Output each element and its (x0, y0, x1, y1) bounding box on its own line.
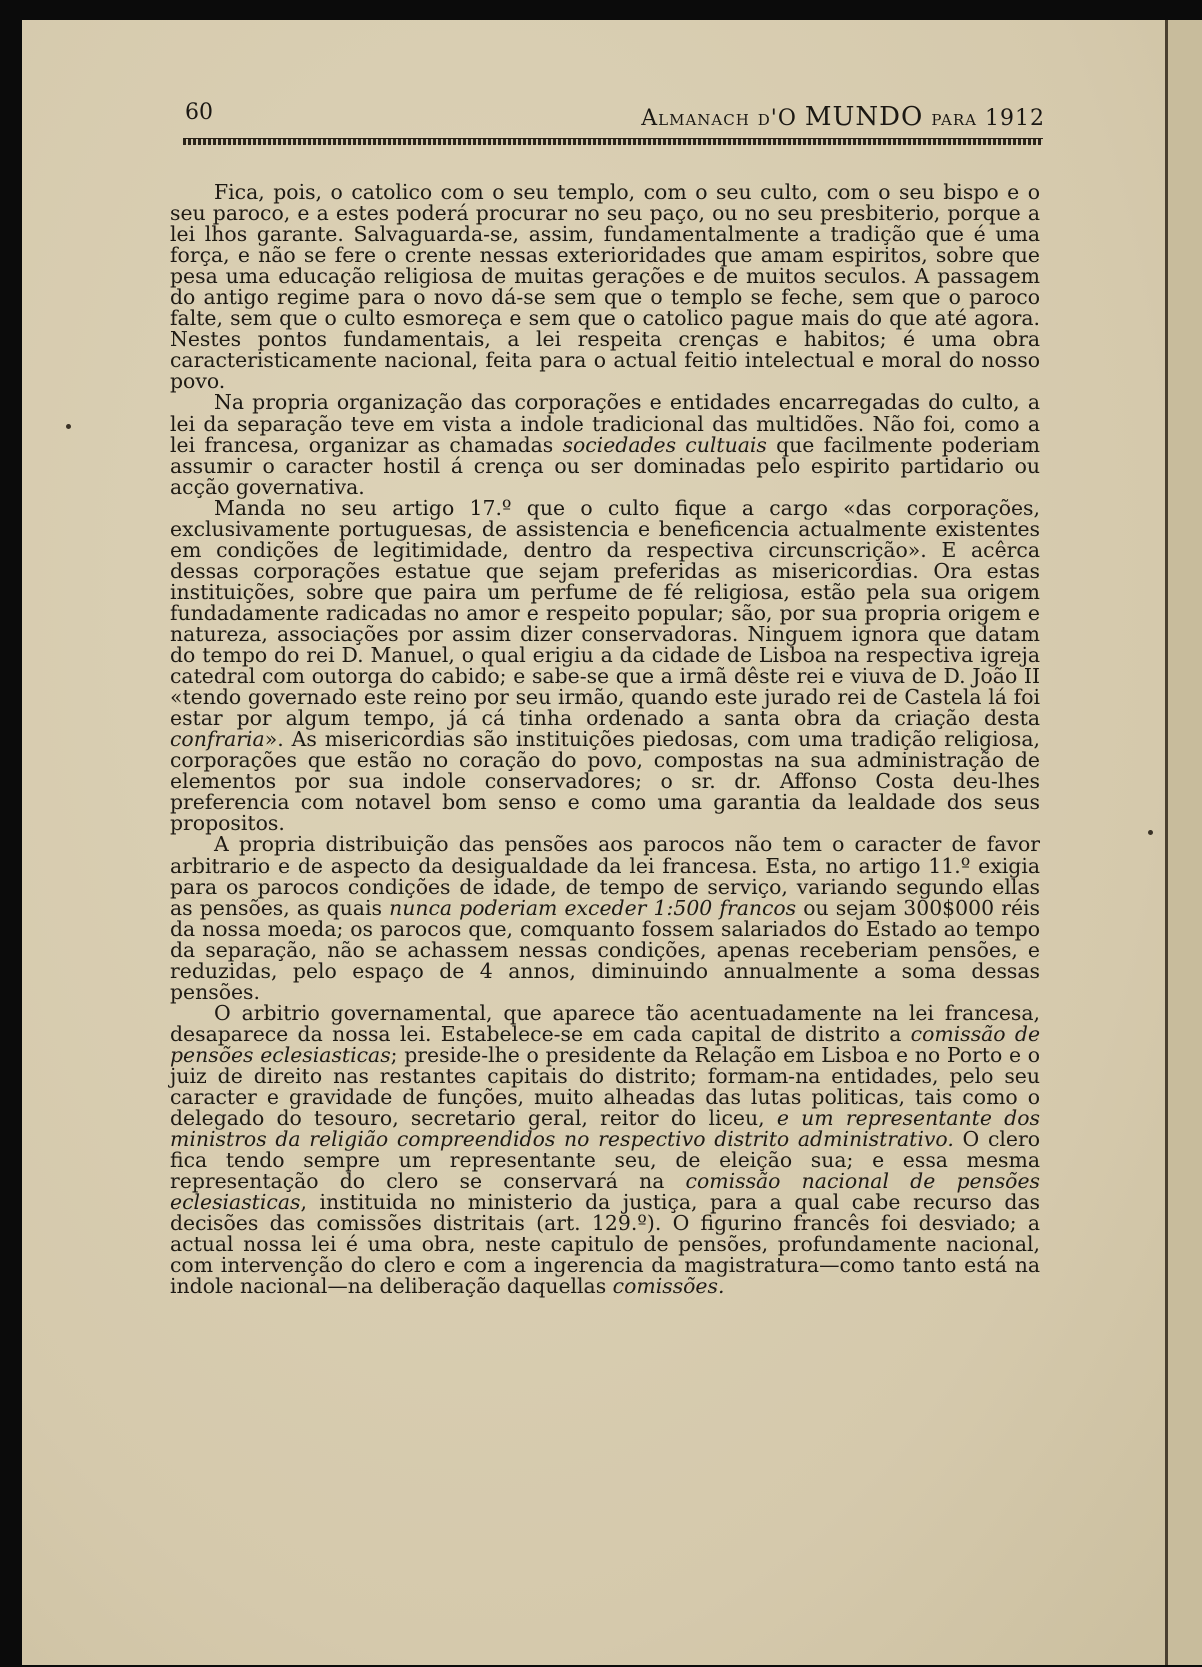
facing-page-edge (1168, 20, 1202, 1665)
header-ornamental-rule (183, 138, 1043, 145)
page-speck (1148, 830, 1153, 835)
page-number: 60 (185, 100, 213, 125)
running-title (641, 102, 1045, 132)
italic-phrase: confraria (170, 727, 265, 752)
italic-phrase: sociedades cultuais (562, 432, 767, 457)
article-body (170, 182, 1040, 1297)
running-header (185, 96, 1045, 136)
text-run: que facilmente poderiam assumir o caracter hostil á crença ou ser dominadas pelo espirito partidario ou acção governativa. (170, 432, 1040, 499)
paragraph-3 (170, 495, 1040, 836)
text-run: ». As misericordias são instituições piedosas, com uma tradição religiosa, corporações que estão no coração do povo, compostas na sua administração de elementos por sua indole conservadores; o sr. dr. Affonso Costa deu-lhes preferencia com notavel bom senso e como uma garantia da lealdade dos seus propositos. (170, 727, 1040, 836)
italic-phrase: comissões. (612, 1274, 725, 1299)
text-run: Na propria organização das corporações e entidades encarregadas do culto, a lei da separação teve em vista a indole tradicional das multidões. Não foi, como a lei francesa, organizar as chamadas (170, 390, 1040, 457)
text-run: Manda no seu artigo 17.º que o culto fique a cargo «das corporações, exclusivamente portuguesas, de assistencia e beneficencia actualmente existentes em condições de legitimidade, dentro da respectiva circunscrição». E acêrca dessas corporações estatue que sejam preferidas as misericordias. Ora estas instituições, sobre que paira um perfume de fé religiosa, estão pela sua origem fundadamente radicadas no amor e respeito popular; são, por sua propria origem e natureza, associações por assim dizer conservadoras. Ninguem ignora que datam do tempo do rei D. Manuel, o qual erigiu a da cidade de Lisboa na respectiva igreja catedral com outorga do cabido; e sabe-se que a irmã dêste rei e viuva de D. João II «tendo governado este reino por seu irmão, quando este jurado rei de Castela lá foi estar por algum tempo, já cá tinha ordenado a santa obra da criação desta (170, 495, 1040, 731)
italic-phrase: comissão de pensões eclesiasticas (170, 1021, 1041, 1067)
paragraph-1 (170, 182, 1040, 392)
italic-phrase: comissão nacional de pensões eclesiasticas (170, 1169, 1040, 1215)
paragraph-2 (170, 392, 1040, 497)
text-run: O arbitrio governamental, que aparece tão acentuadamente na lei francesa, desaparece da nossa lei. Estabelece-se em cada capital de distrito a (170, 1000, 1040, 1046)
paragraph-5 (170, 1000, 1041, 1299)
text-run: ; preside-lhe o presidente da Relação em Lisboa e no Porto e o juiz de direito nas restantes capitais do distrito; formam-na entidades, pelo seu caracter e gravidade de funções, muito alheadas das lutas politicas, tais como o delegado do tesouro, secretario geral, reitor do liceu, (170, 1042, 1040, 1131)
paragraph-4 (170, 834, 1040, 1002)
running-title-mundo: MUNDO (804, 102, 924, 132)
text-run: O clero fica tendo sempre um representante seu, de eleição sua; e essa mesma representação do clero se conservará na (170, 1127, 1040, 1194)
text-run: Fica, pois, o catolico com o seu templo, com o seu culto, com o seu bispo e o seu paroco, e a estes poderá procurar no seu paço, ou no seu presbiterio, porque a lei lhos garante. Salvaguarda-se, assim, fundamentalmente a tradição que é uma força, e não se fere o crente nessas exterioridades que amam espiritos, sobre que pesa uma educação religiosa de muitas gerações e de muitos seculos. A passagem do antigo regime para o novo dá-se sem que o templo se feche, sem que o paroco falte, sem que o culto esmoreça e sem que o catolico pague mais do que até agora. Nestes pontos fundamentais, a lei respeita crenças e habitos; é uma obra caracteristicamente nacional, feita para o actual feitio intelectual e moral do nosso povo. (170, 180, 1040, 394)
page-speck (66, 424, 71, 429)
italic-phrase: e um representante dos ministros da religião compreendidos no respectivo distrito administrativo. (170, 1106, 1040, 1152)
italic-phrase: nunca poderiam exceder 1:500 francos (389, 895, 797, 920)
running-title-prefix: Almanach d'O (641, 106, 805, 131)
text-run: A propria distribuição das pensões aos parocos não tem o caracter de favor arbitrario e de aspecto da desigualdade da lei francesa. Esta, no artigo 11.º exigia para os parocos condições de idade, de tempo de serviço, variando segundo ellas as pensões, as quais (170, 832, 1040, 920)
running-title-suffix: para 1912 (923, 106, 1045, 131)
text-run: , instituida no ministerio da justiça, para a qual cabe recurso das decisões das comissões distritais (art. 129.º). O figurino francês foi desviado; a actual nossa lei é uma obra, neste capitulo de pensões, profundamente nacional, com intervenção do clero e com a ingerencia da magistratura—como tanto está na indole nacional—na deliberação daquellas (170, 1190, 1040, 1299)
text-run: ou sejam 300$000 réis da nossa moeda; os parocos que, comquanto fossem salariados do Estado ao tempo da separação, não se achassem nessas condições, apenas receberiam pensões, e reduzidas, pelo espaço de 4 annos, diminuindo annualmente a soma dessas pensões. (170, 895, 1040, 1004)
